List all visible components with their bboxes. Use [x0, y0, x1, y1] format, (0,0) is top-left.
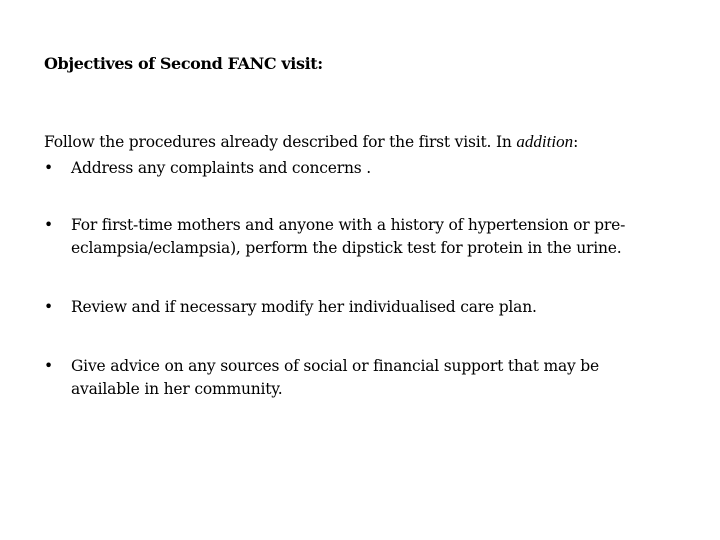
slide-title: Objectives of Second FANC visit:: [44, 54, 323, 73]
intro-paragraph: [44, 132, 578, 152]
intro-text: Follow the procedures already described for the first visit. In: [44, 133, 517, 151]
bullet-marker: •: [44, 159, 53, 177]
bullet-marker: •: [44, 216, 53, 234]
intro-suffix: :: [573, 133, 579, 151]
intro-emphasis: addition: [516, 132, 574, 151]
bullet-marker: •: [44, 357, 53, 375]
list-item-text: Address any complaints and concerns .: [71, 159, 371, 177]
bullet-marker: •: [44, 298, 53, 316]
list-item-text: For first-time mothers and anyone with a history of hypertension or pre- eclampsia/eclampsia), perform the dipstick test for protein in the urine.: [71, 216, 626, 257]
list-item-text: Give advice on any sources of social or financial support that may be available in her community.: [71, 357, 599, 398]
list-item-text: Review and if necessary modify her individualised care plan.: [71, 298, 537, 316]
